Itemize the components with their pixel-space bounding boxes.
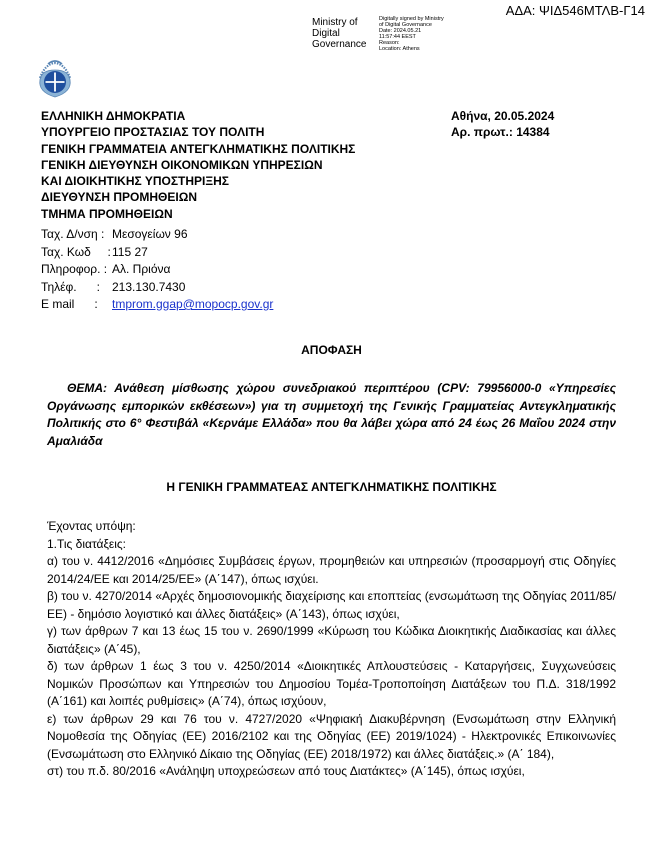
date-block — [451, 108, 554, 141]
contact-value: 213.130.7430 — [112, 279, 186, 294]
ada-code: ΑΔΑ: ΨΙΔ546ΜΤΛΒ-Γ14 — [505, 3, 645, 18]
document-date: Αθήνα, 20.05.2024 — [451, 109, 555, 123]
body-paragraph: 1.Τις διατάξεις: — [47, 536, 126, 551]
document-title: ΑΠΟΦΑΣΗ — [301, 343, 362, 357]
protocol-number: Αρ. πρωτ.: 14384 — [451, 125, 550, 140]
header-line: ΔΙΕΥΘΥΝΣΗ ΠΡΟΜΗΘΕΙΩΝ — [41, 190, 198, 205]
signature-org-line: Ministry of — [312, 17, 358, 28]
body-paragraph: ε) των άρθρων 29 και 76 του ν. 4727/2020 «Ψηφιακή Διακυβέρνηση (Ενσωμάτωση στην Ελληνική Νομοθεσία της Οδηγίας (ΕΕ) 2016/2102 και της Οδηγίας (ΕΕ) 2019/1024) - Ηλεκτρονικές Επικοινωνίες (Ενσωμάτωση στο Ελληνικό Δίκαιο της Οδηγίας (ΕΕ) 2018/1972) και άλλες διατάξεις.» (Α΄ 184), — [47, 711, 616, 761]
signature-organization — [312, 17, 366, 50]
signature-details — [379, 16, 444, 52]
document-body — [47, 518, 616, 781]
header-line: ΤΜΗΜΑ ΠΡΟΜΗΘΕΙΩΝ — [41, 206, 173, 221]
contact-label: Ταχ. Δ/νση : — [41, 227, 105, 241]
greek-republic-emblem-icon — [36, 58, 74, 98]
header-line: ΓΕΝΙΚΗ ΔΙΕΥΘΥΝΣΗ ΟΙΚΟΝΟΜΙΚΩΝ ΥΠΗΡΕΣΙΩΝ — [41, 157, 323, 172]
signature-detail-line: Date: 2024.05.21 — [379, 28, 422, 34]
contact-label: Ταχ. Κωδ : — [41, 244, 111, 259]
contact-value: Αλ. Πριόνα — [112, 262, 171, 276]
body-paragraph: στ) του π.δ. 80/2016 «Ανάληψη υποχρεώσεων από τους Διατάκτες» (Α΄145), όπως ισχύει, — [47, 764, 525, 778]
header-line: ΓΕΝΙΚΗ ΓΡΑΜΜΑΤΕΙΑ ΑΝΤΕΓΚΛΗΜΑΤΙΚΗΣ ΠΟΛΙΤΙΚΗΣ — [41, 141, 356, 156]
body-paragraph: δ) των άρθρων 1 έως 3 του ν. 4250/2014 «Διοικητικές Απλουστεύσεις - Καταργήσεις, Συγχωνεύσεις Νομικών Προσώπων και Υπηρεσιών του Δημοσίου Τομέα-Τροποποίηση Διατάξεων του Π.Δ. 318/1992 (Α΄161) και λοιπές ρυθμίσεις» (Α΄74), όπως ισχύουν, — [47, 659, 616, 708]
contact-row-phone — [41, 279, 273, 297]
signature-org-line: Digital — [312, 28, 340, 39]
signature-detail-line: Reason: — [379, 40, 400, 46]
signature-detail-line: 11:57:44 EEST — [379, 34, 416, 40]
subject-paragraph: ΘΕΜΑ: Ανάθεση μίσθωσης χώρου συνεδριακού περιπτέρου (CPV: 79956000-0 «Υπηρεσίες Οργάνωσης εμπορικών εκθέσεων») για τη συμμετοχή της Γενικής Γραμματείας Αντεγκληματικής Πολιτικής στο 6° Φεστιβάλ «Κερνάμε Ελλάδα» που θα λάβει χώρα από 24 έως 26 Μαΐου 2024 στην Αμαλιάδα — [47, 381, 616, 448]
issuing-authority-header — [41, 108, 355, 222]
issuer-heading: Η ΓΕΝΙΚΗ ΓΡΑΜΜΑΤΕΑΣ ΑΝΤΕΓΚΛΗΜΑΤΙΚΗΣ ΠΟΛΙΤΙΚΗΣ — [166, 480, 497, 494]
header-line: ΥΠΟΥΡΓΕΙΟ ΠΡΟΣΤΑΣΙΑΣ ΤΟΥ ΠΟΛΙΤΗ — [41, 125, 265, 140]
body-paragraph: β) του ν. 4270/2014 «Αρχές δημοσιονομικής διαχείρισης και εποπτείας (ενσωμάτωση της Οδηγίας 2011/85/ΕΕ) - δημόσιο λογιστικό και άλλες διατάξεις» (Α΄143), όπως ισχύει, — [47, 589, 616, 621]
header-line: ΕΛΛΗΝΙΚΗ ΔΗΜΟΚΡΑΤΙΑ — [41, 109, 186, 123]
signature-detail-line: of Digital Governance — [379, 22, 432, 28]
contact-value: Μεσογείων 96 — [112, 227, 188, 241]
contact-row-zip — [41, 244, 273, 262]
contact-value: 115 27 — [112, 244, 148, 259]
contact-row-email — [41, 296, 273, 314]
email-link[interactable]: tmprom.ggap@mopocp.gov.gr — [112, 297, 274, 311]
body-paragraph: α) του ν. 4412/2016 «Δημόσιες Συμβάσεις έργων, προμηθειών και υπηρεσιών (προσαρμογή στις Οδηγίες 2014/24/ΕΕ και 2014/25/ΕΕ» (Α΄147), όπως ισχύει. — [47, 554, 616, 586]
contact-row-address — [41, 226, 273, 244]
signature-detail-line: Location: Athens — [379, 46, 420, 52]
body-paragraph: γ) των άρθρων 7 και 13 έως 15 του ν. 2690/1999 «Κύρωση του Κώδικα Διοικητικής Διαδικασίας και άλλες διατάξεις» (Α΄45), — [47, 624, 616, 656]
contact-label: Πληροφορ. : — [41, 262, 108, 276]
header-line: ΚΑΙ ΔΙΟΙΚΗΤΙΚΗΣ ΥΠΟΣΤΗΡΙΞΗΣ — [41, 174, 229, 189]
contact-row-info — [41, 261, 273, 279]
signature-detail-line: Digitally signed by Ministry — [379, 16, 444, 22]
body-paragraph: Έχοντας υπόψη: — [47, 519, 136, 533]
contact-block — [41, 226, 273, 314]
contact-label: E mail : — [41, 297, 98, 311]
signature-org-line: Governance — [312, 39, 367, 50]
contact-label: Τηλέφ. : — [41, 279, 100, 294]
